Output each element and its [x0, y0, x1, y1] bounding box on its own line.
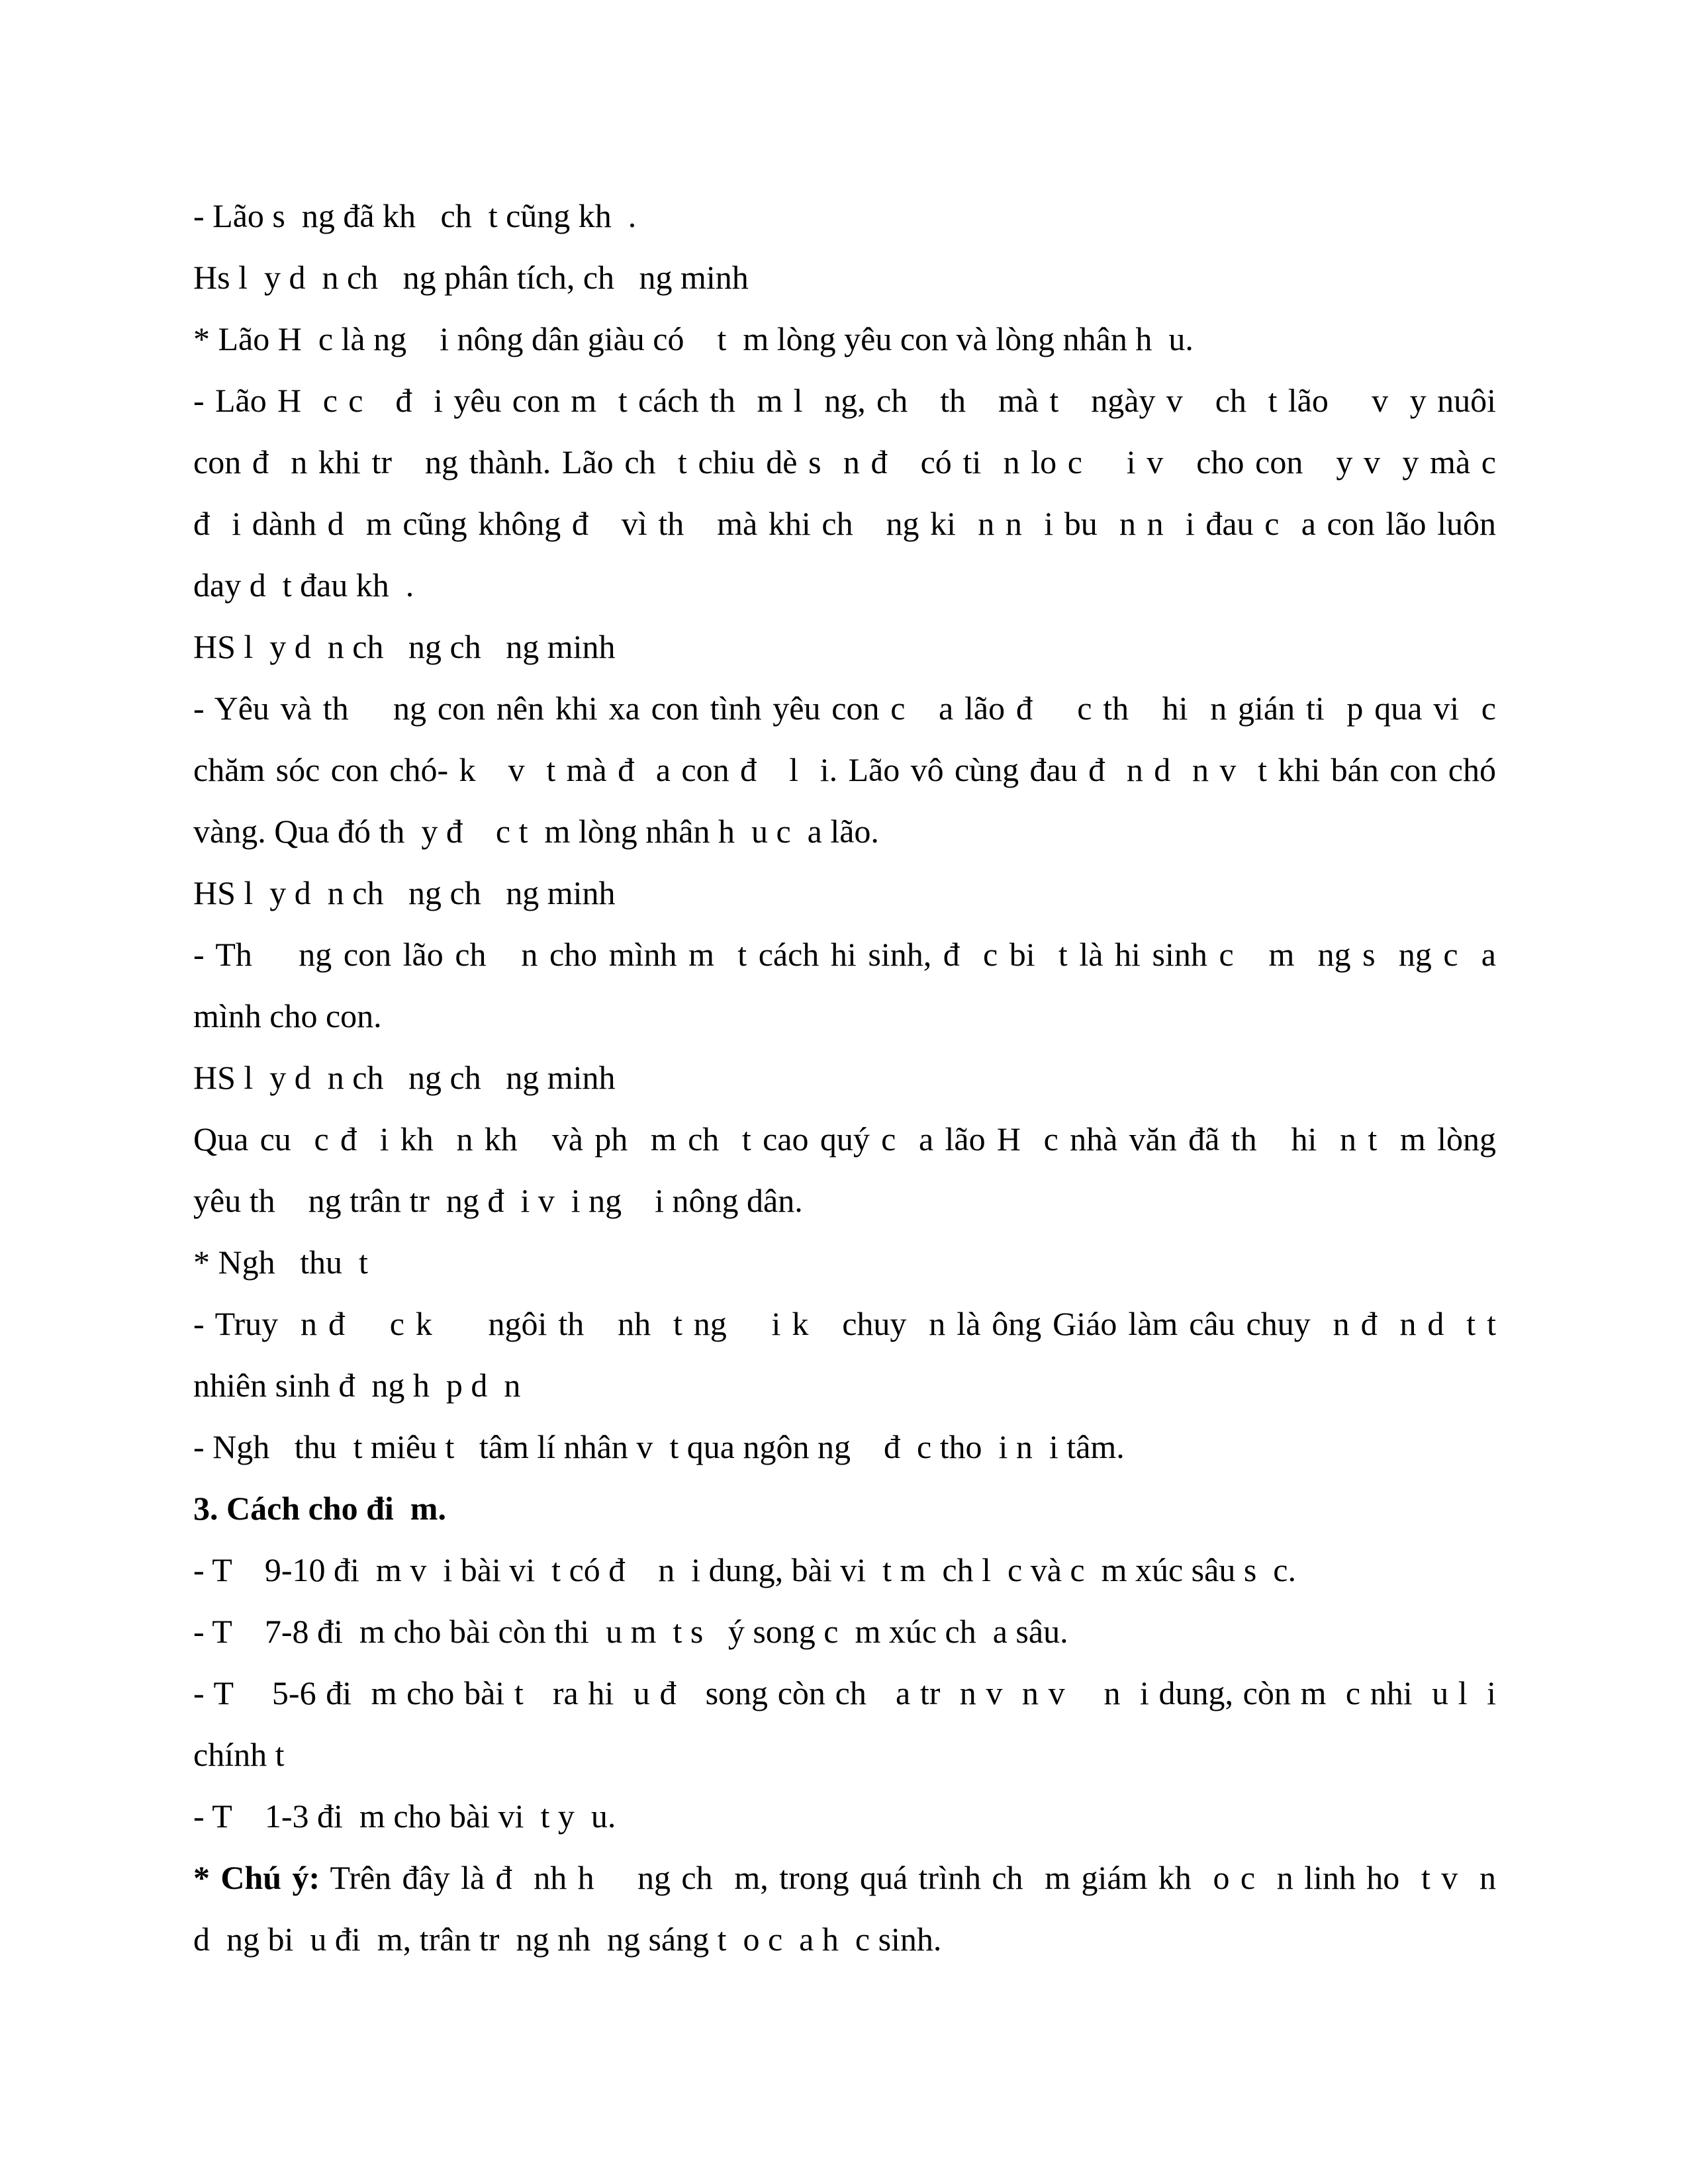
text-line: HS l y d n ch ng ch ng minh — [193, 1059, 616, 1096]
text-line: chăm sóc con chó- k v t mà đ a con đ l i. Lão vô cùng đau đ n d n v t khi bán con chó — [193, 751, 1496, 788]
note-line: d ng bi u đi m, trân tr ng nh ng sáng t o c a h c sinh. — [193, 1921, 942, 1958]
text-line: đ i dành d m cũng không đ vì th mà khi ch ng ki n n i bu n n i đau c a con lão luôn — [193, 505, 1496, 542]
text-line: yêu th ng trân tr ng đ i v i ng i nông dân. — [193, 1182, 803, 1219]
text-line: Hs l y d n ch ng phân tích, ch ng minh — [193, 259, 749, 296]
text-line: * Lão H c là ng i nông dân giàu có t m lòng yêu con và lòng nhân h u. — [193, 320, 1194, 357]
text-line: nhiên sinh đ ng h p d n — [193, 1367, 521, 1404]
text-line: * Ngh thu t — [193, 1244, 368, 1281]
note-label: * Chú ý: — [193, 1859, 320, 1896]
grading-line: - T 5-6 đi m cho bài t ra hi u đ song còn ch a tr n v n v n i dung, còn m c nhi u l i — [193, 1674, 1496, 1711]
text-line: con đ n khi tr ng thành. Lão ch t chiu dè s n đ có ti n lo c i v cho con y v y mà c — [193, 443, 1496, 480]
grading-line: - T 7-8 đi m cho bài còn thi u m t s ý song c m xúc ch a sâu. — [193, 1613, 1068, 1650]
text-line: - Ngh thu t miêu t tâm lí nhân v t qua ngôn ng đ c tho i n i tâm. — [193, 1428, 1125, 1465]
text-line: - Truy n đ c k ngôi th nh t ng i k chuy n là ông Giáo làm câu chuy n đ n d t t — [193, 1305, 1496, 1342]
text-line: HS l y d n ch ng ch ng minh — [193, 628, 616, 665]
text-line: - Yêu và th ng con nên khi xa con tình yêu con c a lão đ c th hi n gián ti p qua vi c — [193, 690, 1496, 727]
text-line: day d t đau kh . — [193, 567, 414, 604]
text-line: - Lão H c c đ i yêu con m t cách th m l ng, ch th mà t ngày v ch t lão v y nuôi — [193, 382, 1496, 419]
note-line — [193, 1847, 1496, 1909]
text-line: HS l y d n ch ng ch ng minh — [193, 874, 616, 911]
grading-line: - T 9-10 đi m v i bài vi t có đ n i dung, bài vi t m ch l c và c m xúc sâu s c. — [193, 1551, 1296, 1588]
text-line: Qua cu c đ i kh n kh và ph m ch t cao quý c a lão H c nhà văn đã th hi n t m lòng — [193, 1120, 1496, 1158]
text-line: mình cho con. — [193, 997, 382, 1034]
section-heading: 3. Cách cho đi m. — [193, 1490, 446, 1527]
grading-line: chính t — [193, 1736, 285, 1773]
grading-line: - T 1-3 đi m cho bài vi t y u. — [193, 1797, 616, 1835]
note-text: Trên đây là đ nh h ng ch m, trong quá trình ch m giám kh o c n linh ho t v n — [320, 1859, 1496, 1896]
text-line: - Th ng con lão ch n cho mình m t cách hi sinh, đ c bi t là hi sinh c m ng s ng c a — [193, 936, 1496, 973]
document-body — [193, 185, 1496, 1970]
text-line: - Lão s ng đã kh ch t cũng kh . — [193, 197, 637, 234]
text-line: vàng. Qua đó th y đ c t m lòng nhân h u c a lão. — [193, 813, 879, 850]
